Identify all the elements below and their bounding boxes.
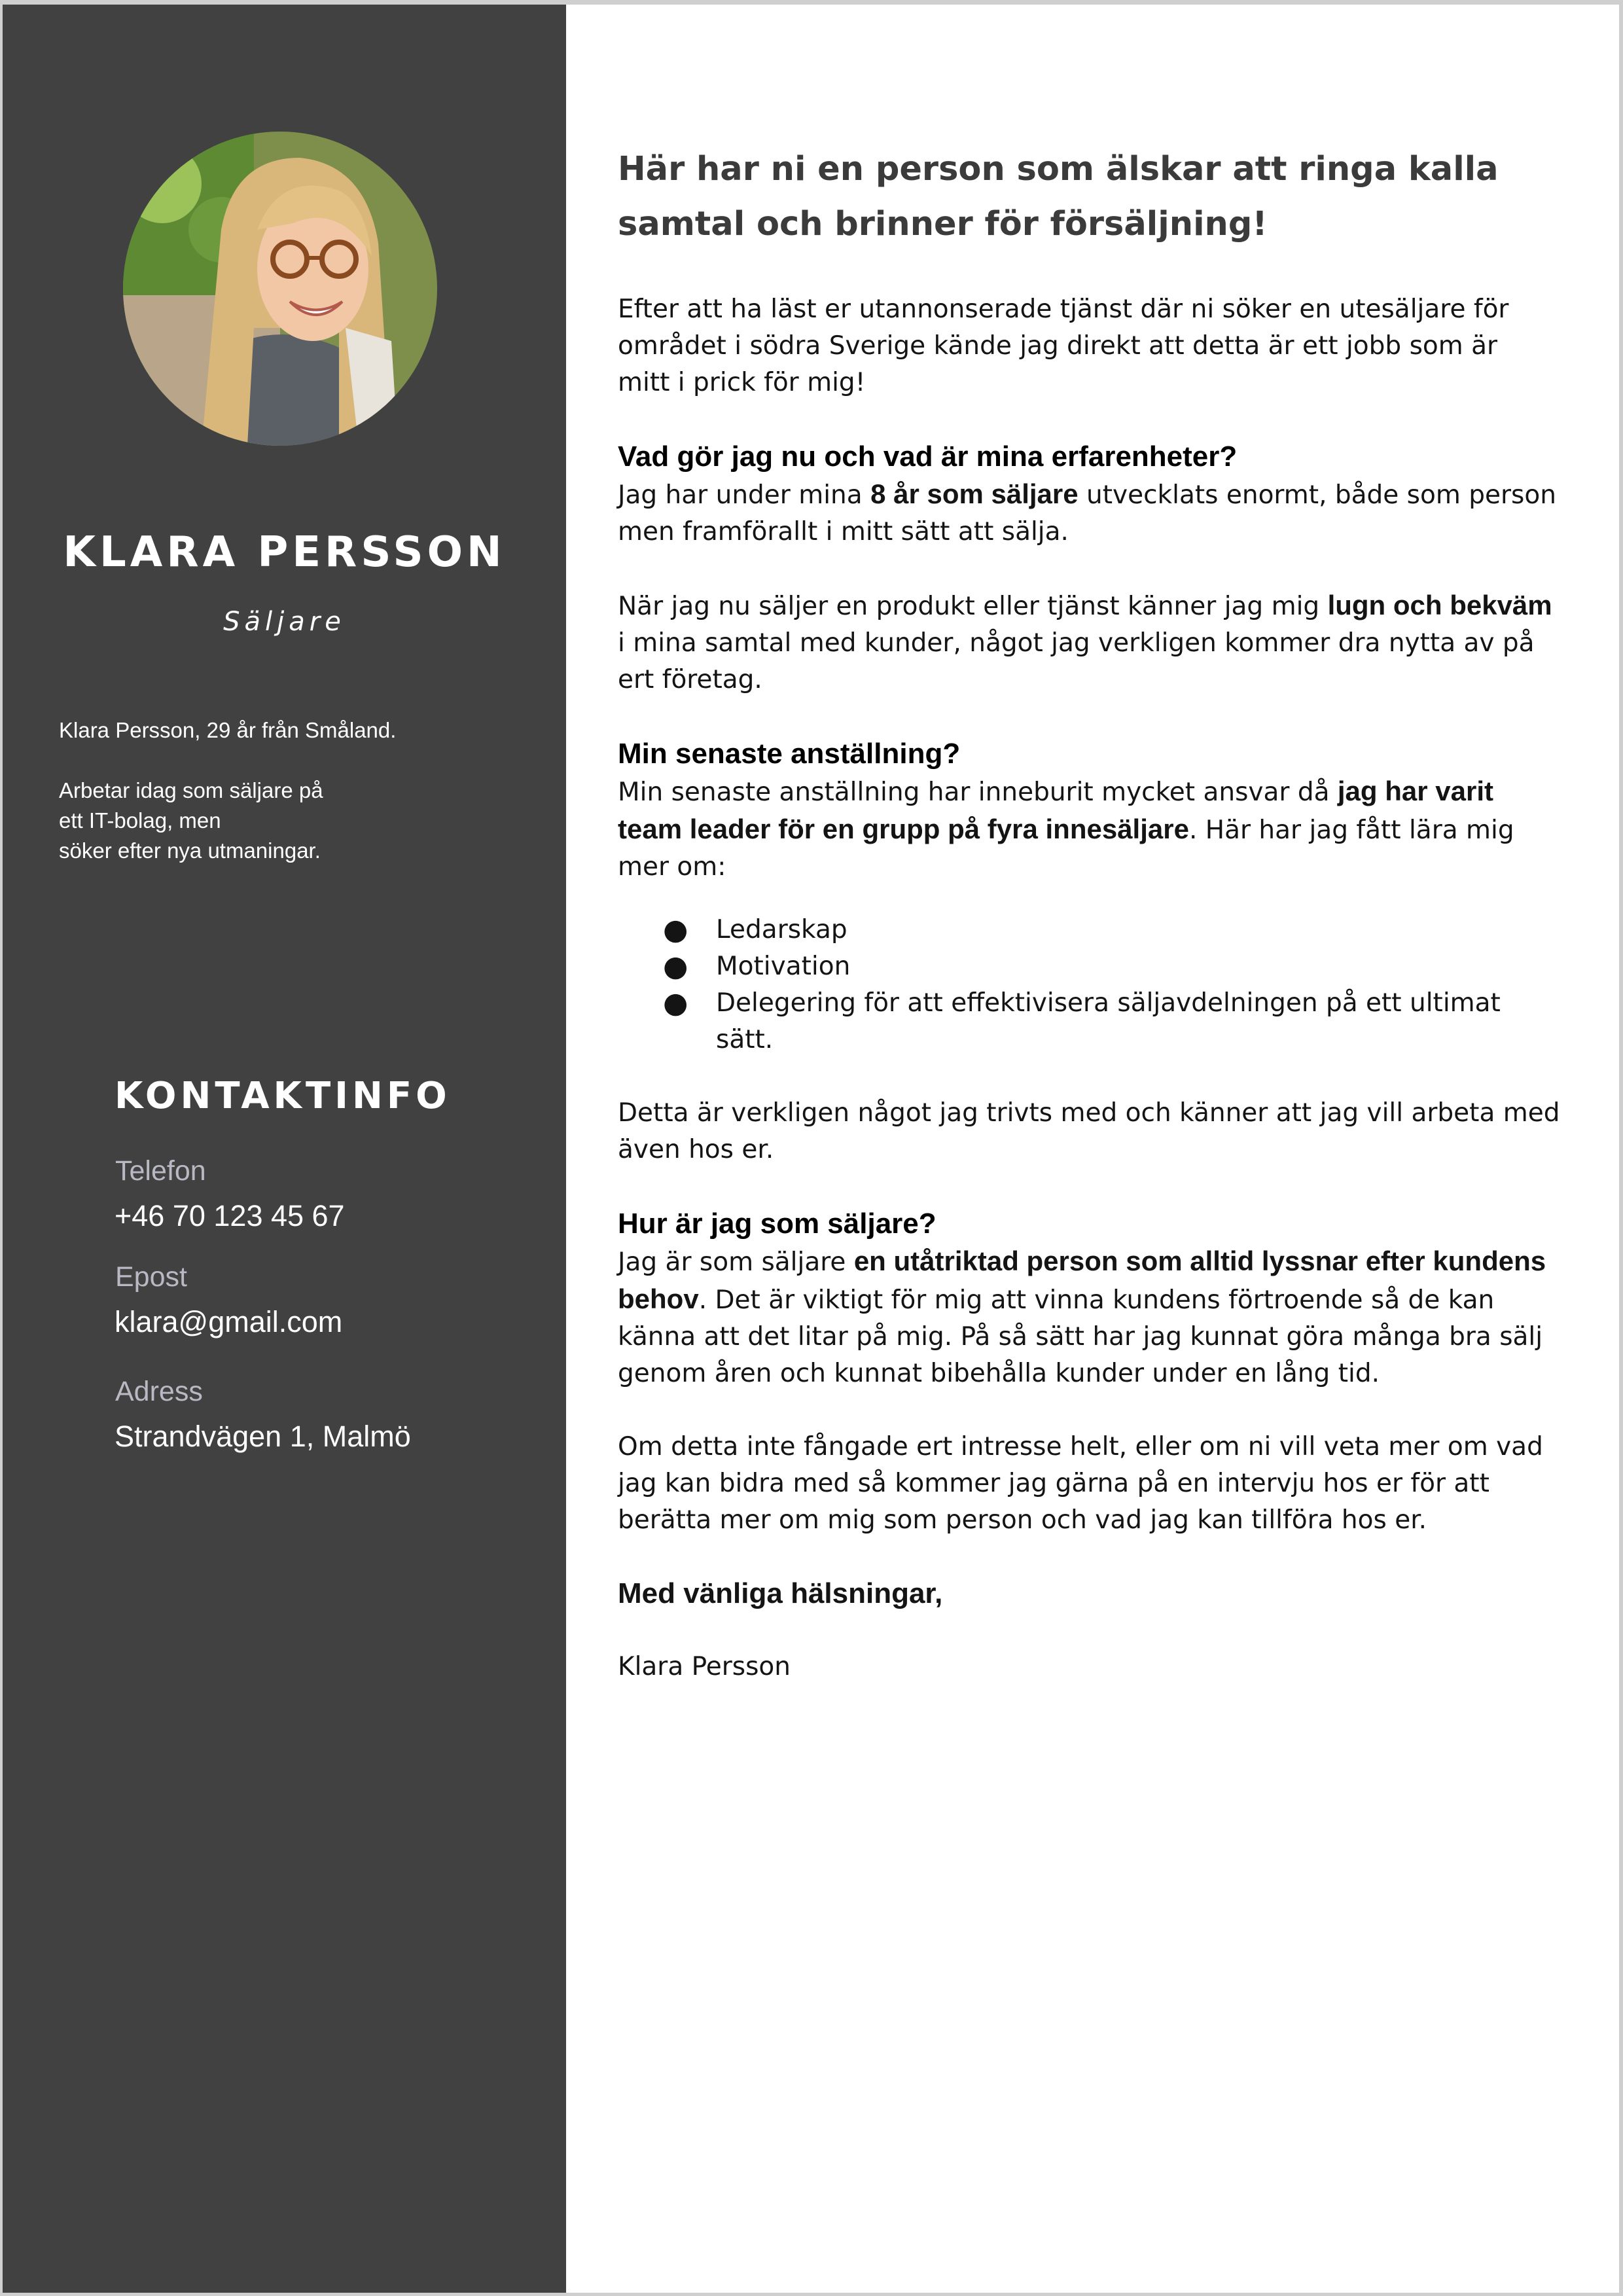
bold-text: jag har varit: [1337, 776, 1493, 806]
text-line: jag kan bidra med så kommer jag gärna på en intervju hos er för att: [618, 1469, 1489, 1498]
text-line: [618, 1243, 1560, 1281]
address-value: Strandvägen 1, Malmö: [115, 1420, 411, 1453]
candidate-name: KLARA PERSSON: [63, 528, 506, 577]
bold-text: behov: [618, 1283, 699, 1314]
closing-greeting: Med vänliga hälsningar,: [618, 1577, 943, 1609]
text-line: känna att det litar på mig. På så sätt har jag kunnat göra många bra sälj: [618, 1322, 1543, 1352]
email-value: klara@gmail.com: [115, 1305, 343, 1338]
list-item-label: Ledarskap: [716, 915, 847, 944]
text-line: Efter att ha läst er utannonserade tjänst där ni söker en utesäljare för: [618, 295, 1509, 324]
text-run: När jag nu säljer en produkt eller tjänst känner jag mig: [618, 592, 1328, 621]
bold-text: team leader för en grupp på fyra innesäljare: [618, 814, 1189, 844]
paragraph-experience: [618, 476, 1560, 550]
intro-line: ett IT-bolag, men: [59, 808, 221, 833]
bullet-icon: ●: [663, 913, 688, 946]
bullet-icon: ●: [663, 986, 688, 1020]
email-label: Epost: [115, 1261, 187, 1293]
headline-line: Här har ni en person som älskar att ringa kalla: [618, 150, 1499, 188]
phone-label: Telefon: [115, 1155, 206, 1187]
sidebar: [3, 5, 566, 2293]
intro-line: söker efter nya utmaningar.: [59, 838, 321, 863]
text-line: [618, 1281, 1560, 1319]
list-item-label: Motivation: [716, 952, 851, 981]
candidate-role: Säljare: [223, 607, 346, 637]
text-run: Min senaste anställning har inneburit mycket ansvar då: [618, 778, 1338, 807]
text-line: genom åren och kunnat bibehålla kunder under en lång tid.: [618, 1359, 1380, 1388]
list-item: [663, 912, 1560, 948]
intro-line: Klara Persson, 29 år från Småland.: [59, 718, 397, 742]
text-run: Jag har under mina: [618, 480, 871, 510]
paragraph-enjoyment: [618, 1095, 1560, 1168]
text-line: området i södra Sverige kände jag direkt att detta är ett jobb som är: [618, 331, 1498, 361]
bullet-icon: ●: [663, 950, 688, 983]
text-run: . Här har jag fått lära mig: [1188, 816, 1514, 845]
bold-text: en utåtriktad person som alltid lyssnar efter kundens: [853, 1246, 1546, 1276]
paragraph-seller-style: [618, 1243, 1560, 1392]
letter-headline: [618, 142, 1534, 252]
text-run: utvecklats enormt, både som person: [1078, 480, 1556, 510]
section-heading-seller-style: Hur är jag som säljare?: [618, 1208, 936, 1240]
paragraph-intro: [618, 291, 1560, 401]
skills-list: [618, 912, 1560, 1058]
text-line: men framförallt i mitt sätt att sälja.: [618, 517, 1069, 547]
section-heading-latest-job: Min senaste anställning?: [618, 738, 961, 770]
intro-paragraph: [59, 776, 517, 866]
text-line: ert företag.: [618, 665, 762, 694]
text-run: . Det är viktigt för mig att vinna kundens förtroende så de kan: [698, 1285, 1495, 1315]
letter-body: [618, 291, 1560, 1722]
profile-photo: [123, 132, 437, 446]
paragraph-invitation: [618, 1429, 1560, 1539]
list-item-label: Delegering för att effektivisera säljavdelningen på ett ultimat: [716, 988, 1501, 1018]
list-item-label: sätt.: [716, 1025, 774, 1054]
text-line: Om detta inte fångade ert intresse helt, eller om ni vill veta mer om vad: [618, 1432, 1543, 1462]
bold-text: 8 år som säljare: [870, 478, 1079, 509]
text-line: berätta mer om mig som person och vad jag kan tillföra hos er.: [618, 1505, 1427, 1535]
text-line: Detta är verkligen något jag trivts med och känner att jag vill arbeta med: [618, 1098, 1560, 1128]
address-label: Adress: [115, 1376, 203, 1407]
text-line: mer om:: [618, 852, 726, 882]
text-line: [618, 773, 1560, 811]
section-heading-experience: Vad gör jag nu och vad är mina erfarenheter?: [618, 440, 1238, 473]
headline-line: samtal och brinner för försäljning!: [618, 205, 1268, 243]
bold-text: lugn och bekväm: [1327, 590, 1552, 620]
list-item: [663, 985, 1560, 1058]
paragraph-confidence: [618, 587, 1560, 698]
phone-value: +46 70 123 45 67: [115, 1199, 345, 1232]
text-line: [618, 587, 1560, 625]
intro-line: Arbetar idag som säljare på: [59, 778, 323, 802]
text-line: mitt i prick för mig!: [618, 368, 866, 397]
paragraph-latest-job: [618, 773, 1560, 886]
contact-heading: KONTAKTINFO: [115, 1075, 451, 1117]
resume-page: [3, 5, 1619, 2293]
text-run: Jag är som säljare: [618, 1247, 854, 1277]
text-line: [618, 476, 1560, 514]
signature: Klara Persson: [618, 1652, 791, 1681]
list-item: [663, 948, 1560, 985]
text-line: [618, 811, 1560, 849]
text-line: i mina samtal med kunder, något jag verkligen kommer dra nytta av på: [618, 628, 1535, 658]
portrait-illustration: [123, 132, 437, 446]
text-line: även hos er.: [618, 1135, 774, 1164]
intro-text: [59, 715, 517, 896]
